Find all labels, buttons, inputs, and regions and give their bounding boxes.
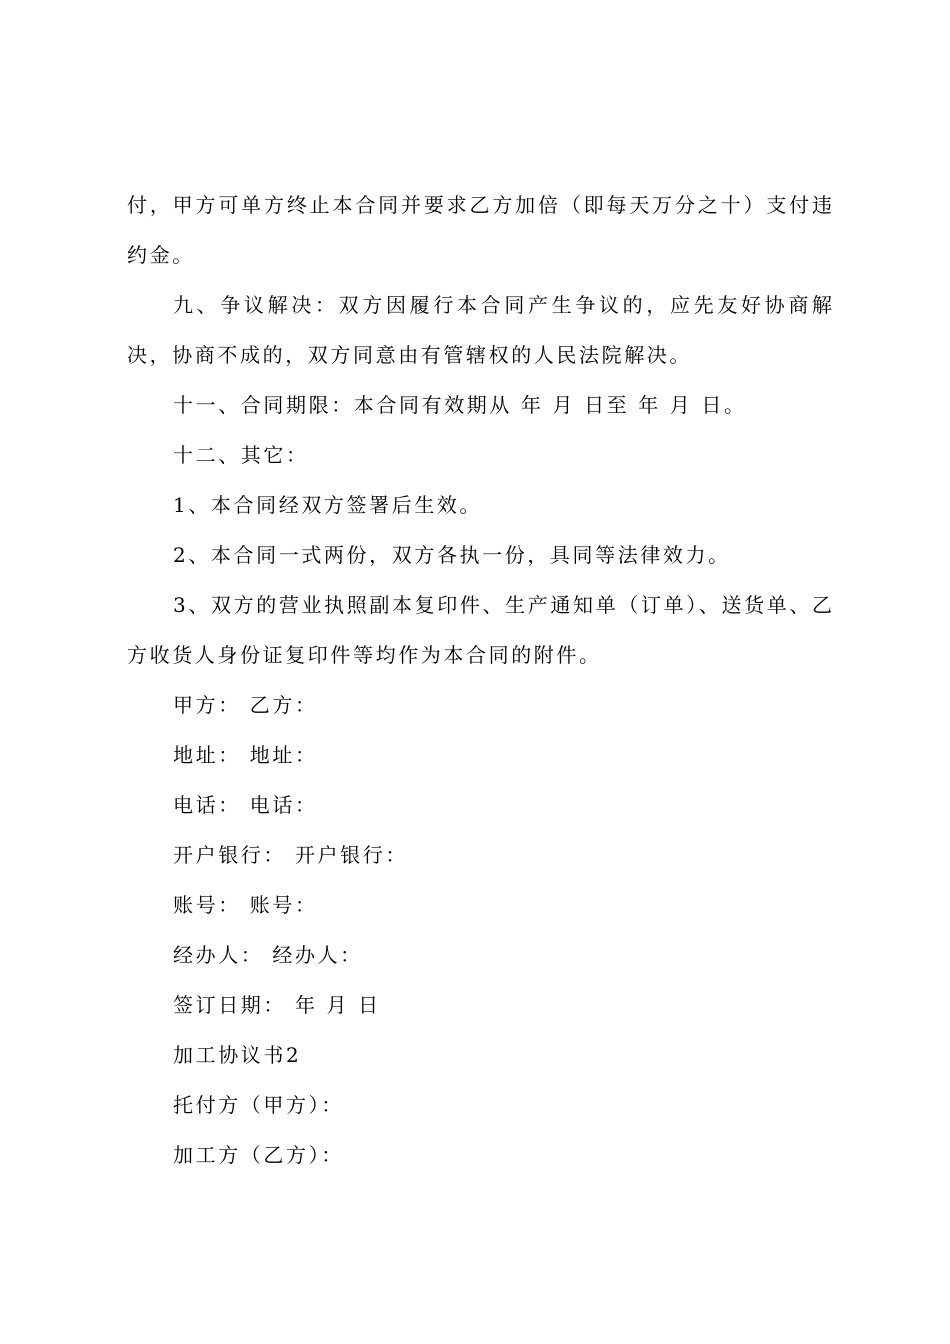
clause-1: 1、本合同经双方签署后生效。 [173,493,483,517]
clause-3: 3、双方的营业执照副本复印件、生产通知单（订单）、送货单、乙 [173,593,832,617]
dispute-resolution-line: 九、争议解决：双方因履行本合同产生争议的，应先友好协商解 [173,293,832,317]
signature-party: 甲方： 乙方： [173,693,318,717]
signature-date: 签订日期： 年 月 日 [173,993,381,1017]
signature-account: 账号： 账号： [173,893,318,917]
clause-2: 2、本合同一式两份，双方各执一份，具同等法律效力。 [173,543,731,567]
contract-term-line: 十一、合同期限：本合同有效期从 年 月 日至 年 月 日。 [173,393,747,417]
dispute-resolution-line: 决，协商不成的，双方同意由有管辖权的人民法院解决。 [127,343,692,367]
signature-bank: 开户银行： 开户银行： [173,843,408,867]
party-b-label: 加工方（乙方）： [173,1143,344,1167]
paragraph-line: 约金。 [127,243,195,267]
party-a-label: 托付方（甲方）： [173,1093,344,1117]
others-heading: 十二、其它： [173,443,309,467]
signature-phone: 电话： 电话： [173,793,318,817]
section-title: 加工协议书2 [173,1043,302,1067]
signature-address: 地址： 地址： [173,743,318,767]
document-body [127,180,832,1180]
paragraph-line: 付，甲方可单方终止本合同并要求乙方加倍（即每天万分之十）支付违 [127,193,832,217]
signature-handler: 经办人： 经办人： [173,943,363,967]
clause-3: 方收货人身份证复印件等均作为本合同的附件。 [127,643,602,667]
